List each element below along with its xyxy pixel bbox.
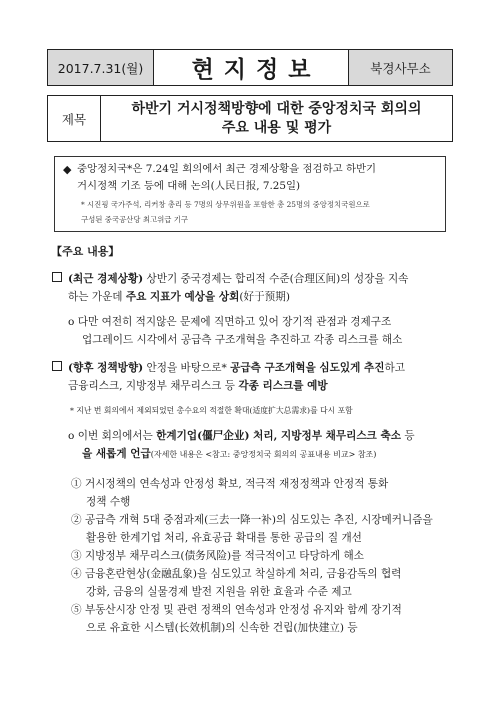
number-5-icon: ⑤ xyxy=(71,604,82,616)
number-2-icon: ② xyxy=(71,514,82,526)
office-name: 북경사무소 xyxy=(348,50,452,85)
item2-text-c: 하고 xyxy=(384,362,405,374)
item1-sub-line-1 xyxy=(68,314,391,331)
item2-sub-text-a: 이번 회의에서는 xyxy=(77,430,157,442)
summary-line-2: 거시정책 기조 등에 대해 논의(人民日报, 7.25일) xyxy=(77,180,301,192)
item2-sub-line2-ref: (자세한 내용은 <참고: 중앙정치국 회의의 공표내용 비교> 참조) xyxy=(150,450,377,459)
number-1-icon: ① xyxy=(71,478,82,490)
list-item-2-line-1 xyxy=(71,512,433,529)
item2-text-bold: 공급측 구조개혁을 심도있게 추진 xyxy=(230,362,385,374)
number-4-icon: ④ xyxy=(71,568,82,580)
list-item-1-line-2: 정책 수행 xyxy=(86,496,131,508)
list-item-5-line-1 xyxy=(71,602,402,619)
list-item-4-line-2: 강화, 금융의 실물경제 발전 지원을 위한 효율과 수준 제고 xyxy=(86,586,352,598)
subject-line-1: 하반기 거시정책방향에 대한 중앙정치국 회의의 xyxy=(131,100,422,117)
item2-sub-text-bold: 한계기업(僵尸企业) 처리, 지방정부 채무리스크 축소 xyxy=(156,430,401,442)
item1-line2-c: (好于预期) xyxy=(239,291,290,303)
summary-line-1 xyxy=(63,161,437,178)
list-item-4-text: 금융혼란현상(金融乱象)을 심도있고 착실하게 처리, 금융감독의 협력 xyxy=(84,568,402,580)
list-item-1-text: 거시정책의 연속성과 안정성 확보, 적극적 재정정책과 안정적 통화 xyxy=(84,478,389,490)
item1-sub-line-2: 업그레이드 시각에서 공급측 구조개혁을 추진하고 각종 리스크를 해소 xyxy=(82,334,403,346)
list-item-5-text: 부동산시장 안정 및 관련 정책의 연속성과 안정성 유지와 함께 장기적 xyxy=(84,604,402,616)
item2-line-2 xyxy=(68,378,328,395)
list-item-5-line-2: 으로 유효한 시스템(长效机制)의 신속한 건립(加快建立) 등 xyxy=(86,622,358,634)
summary-note-2: 구성된 중국공산당 최고위급 기구 xyxy=(81,215,189,224)
header-table xyxy=(47,49,453,86)
item2-sub-line-1 xyxy=(68,428,415,445)
item2-line2-bold: 각종 리스크를 예방 xyxy=(238,380,328,392)
summary-note-1: * 시진핑 국가주석, 리커창 총리 등 7명의 상무위원을 포함한 총 25명의 중앙정치국원으로 xyxy=(81,200,370,209)
list-item-2-text: 공급측 개혁 5대 중점과제(三去一降一补)의 심도있는 추진, 시장메커니즘을 xyxy=(84,514,433,526)
item2-line-1 xyxy=(52,360,405,377)
summary-box xyxy=(54,156,446,232)
diamond-bullet-icon: ◆ xyxy=(63,163,72,176)
item1-line-1 xyxy=(52,271,408,288)
item2-note: * 지난 번 회의에서 제외되었던 총수요의 적절한 확대(适度扩大总需求)를 다시 포함 xyxy=(70,406,353,415)
circle-bullet-icon: o xyxy=(68,430,75,442)
subject-line-2: 주요 내용 및 평가 xyxy=(221,119,332,136)
summary-text-1: 중앙정치국*은 7.24일 회의에서 최근 경제상황을 점검하고 하반기 xyxy=(77,163,377,175)
list-item-2-line-2: 활용한 한계기업 처리, 유효공급 확대를 통한 공급의 질 개선 xyxy=(86,532,362,544)
list-item-3-text: 지방정부 채무리스크(债务风险)를 적극적이고 타당하게 해소 xyxy=(84,550,364,562)
section-title: 【주요 내용】 xyxy=(51,245,120,258)
document-title: 현지정보 xyxy=(191,57,321,83)
checkbox-square-icon xyxy=(52,361,62,371)
list-item-3-line-1 xyxy=(71,548,364,565)
subject-label: 제목 xyxy=(48,96,101,141)
subject-text xyxy=(101,96,452,141)
item2-sub-line-2 xyxy=(82,446,376,463)
item2-text-a: 안정을 바탕으로* xyxy=(143,362,231,374)
item1-sub-text-1: 다만 여전히 적지않은 문제에 직면하고 있어 장기적 관점과 경제구조 xyxy=(77,316,392,328)
item2-sub-text-c: 등 xyxy=(400,430,415,442)
circle-bullet-icon: o xyxy=(68,316,75,328)
item2-line2-a: 금융리스크, 지방정부 채무리스크 등 xyxy=(68,380,239,392)
item2-head: (향후 정책방향) xyxy=(68,362,144,374)
checkbox-square-icon xyxy=(52,272,62,282)
number-3-icon: ③ xyxy=(71,550,82,562)
item2-sub-line2-bold: 을 새롭게 언급 xyxy=(82,448,151,460)
item1-line-2 xyxy=(68,289,290,306)
item1-text: 상반기 중국경제는 합리적 수준(合理区间)의 성장을 지속 xyxy=(143,273,409,285)
report-date: 2017.7.31(월) xyxy=(48,50,154,85)
item1-head: (최근 경제상황) xyxy=(68,273,144,285)
subject-table xyxy=(47,95,453,142)
list-item-4-line-1 xyxy=(71,566,401,583)
list-item-1-line-1 xyxy=(71,476,388,493)
item1-line2-a: 하는 가운데 xyxy=(68,291,126,303)
item1-line2-bold: 주요 지표가 예상을 상회 xyxy=(125,291,240,303)
